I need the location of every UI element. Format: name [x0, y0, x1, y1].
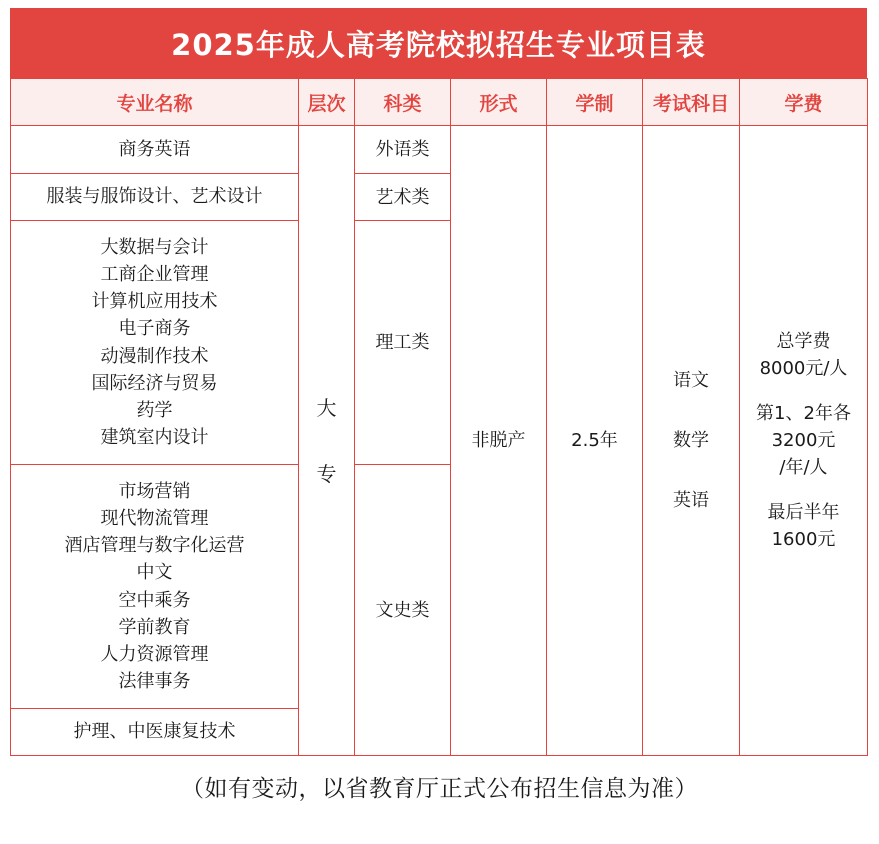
- header-duration: 学制: [547, 79, 643, 126]
- major-item: 市场营销: [118, 480, 191, 502]
- fee-year-line: 3200元: [771, 430, 836, 451]
- level-char: 专: [316, 461, 337, 486]
- major-item: 商务英语: [118, 138, 191, 160]
- major-item: 中文: [136, 562, 173, 584]
- major-item: 建筑室内设计: [100, 427, 209, 449]
- exam-subject: 语文: [673, 369, 709, 391]
- header-fee: 学费: [740, 79, 868, 126]
- footnote: （如有变动，以省教育厅正式公布招生信息为准）: [181, 776, 698, 802]
- exam-subject: 英语: [673, 489, 709, 511]
- major-item: 酒店管理与数字化运营: [64, 535, 245, 557]
- table-row: [11, 126, 868, 174]
- header-major: 专业名称: [11, 79, 299, 126]
- major-item: 计算机应用技术: [91, 291, 218, 313]
- majors-table: [10, 78, 868, 756]
- major-item: 动漫制作技术: [100, 345, 209, 367]
- exam-subjects-cell: [643, 126, 740, 756]
- major-item: 现代物流管理: [100, 507, 209, 529]
- major-item: 药学: [136, 399, 173, 421]
- category-art: 艺术类: [355, 174, 451, 221]
- major-item: 空中乘务: [118, 589, 191, 611]
- fee-total-value: 8000元/人: [759, 358, 848, 379]
- header-level: 层次: [299, 79, 355, 126]
- exam-subject: 数学: [673, 429, 709, 451]
- major-group-foreign-language: [11, 126, 299, 174]
- fee-last-label: 最后半年: [767, 502, 840, 523]
- header-row: [11, 79, 868, 126]
- page-title: 2025年成人高考院校拟招生专业项目表: [10, 8, 867, 78]
- major-item: 服装与服饰设计、艺术设计: [46, 186, 263, 208]
- major-item: 工商企业管理: [100, 263, 209, 285]
- fee-year-line: /年/人: [779, 457, 828, 478]
- fee-year-line: 第1、2年各: [756, 403, 851, 424]
- level-cell: [299, 126, 355, 756]
- major-item: 学前教育: [118, 616, 191, 638]
- level-char: 大: [316, 395, 337, 420]
- category-science: 理工类: [355, 221, 451, 465]
- fee-last-value: 1600元: [771, 529, 836, 550]
- major-group-art: [11, 174, 299, 221]
- fee-cell: [740, 126, 868, 756]
- major-item: 大数据与会计: [100, 236, 209, 258]
- header-form: 形式: [451, 79, 547, 126]
- form-cell: 非脱产: [451, 126, 547, 756]
- category-foreign-language: 外语类: [355, 126, 451, 174]
- major-group-humanities: [11, 465, 299, 709]
- major-item: 电子商务: [118, 318, 191, 340]
- duration-cell: 2.5年: [547, 126, 643, 756]
- major-item: 国际经济与贸易: [91, 372, 218, 394]
- major-group-nursing: [11, 709, 299, 756]
- header-category: 科类: [355, 79, 451, 126]
- major-item: 人力资源管理: [100, 643, 209, 665]
- major-item: 法律事务: [118, 671, 191, 693]
- fee-total-label: 总学费: [776, 331, 831, 352]
- category-humanities: 文史类: [355, 465, 451, 756]
- major-item: 护理、中医康复技术: [73, 721, 236, 743]
- major-group-science: [11, 221, 299, 465]
- header-exam: 考试科目: [643, 79, 740, 126]
